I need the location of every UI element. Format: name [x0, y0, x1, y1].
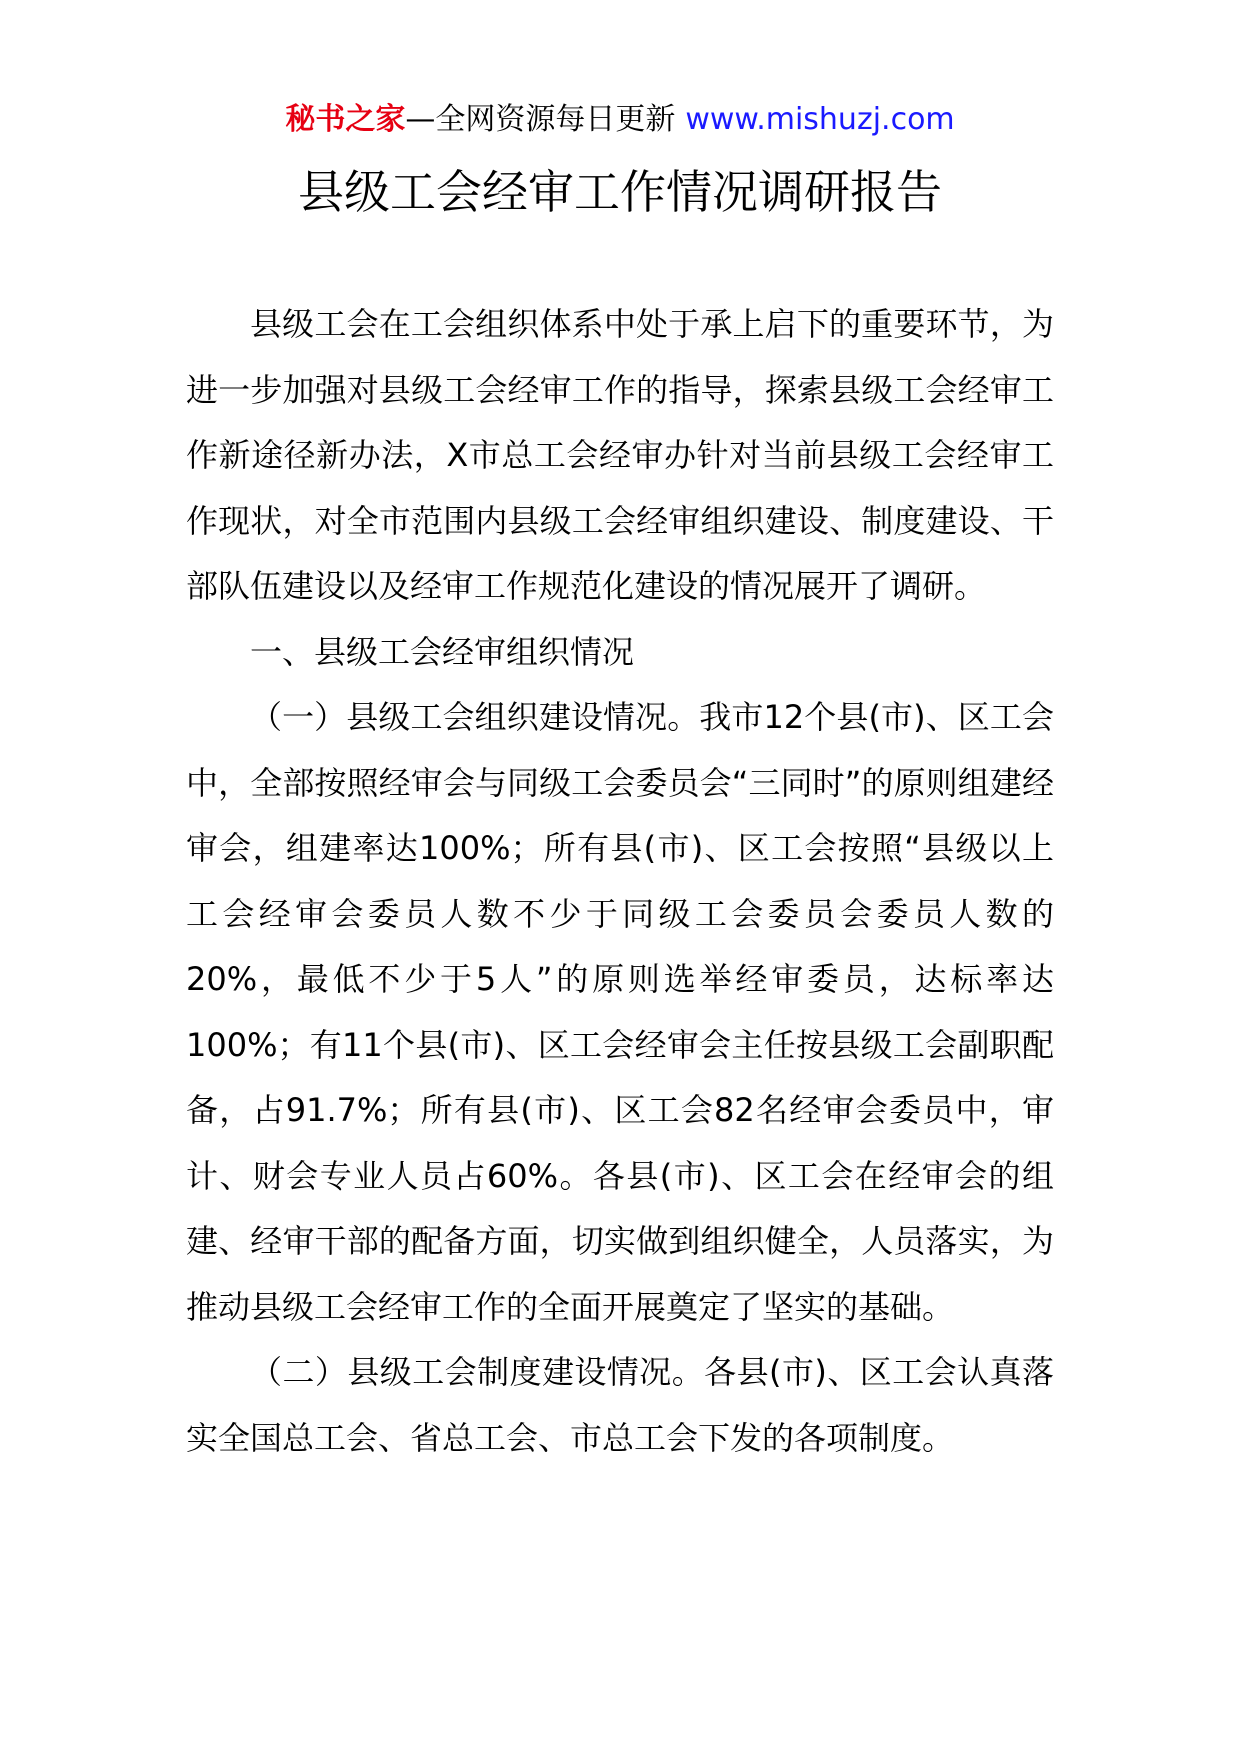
- paragraph-system-building: （二）县级工会制度建设情况。各县(市)、区工会认真落实全国总工会、省总工会、市总工会下发的各项制度。: [186, 1353, 1054, 1457]
- paragraph-organization: （一）县级工会组织建设情况。我市12个县(市)、区工会中，全部按照经审会与同级工会委员会“三同时”的原则组建经审会，组建率达100%；所有县(市)、区工会按照“县级以上工会经审会委员人数不少于同级工会委员会委员人数的20%，最低不少于5人”的原则选举经审委员，达标率达100%；有11个县(市)、区工会经审会主任按县级工会副职配备，占91.7%；所有县(市)、区工会82名经审会委员中，审计、财会专业人员占60%。各县(市)、区工会在经审会的组建、经审干部的配备方面，切实做到组织健全，人员落实，为推动县级工会经审工作的全面开展奠定了坚实的基础。: [186, 698, 1054, 1326]
- document-body: [186, 292, 1054, 1471]
- brand-name: 秘书之家: [285, 102, 406, 137]
- brand-tagline: —全网资源每日更新: [405, 102, 676, 137]
- paragraph-intro: 县级工会在工会组织体系中处于承上启下的重要环节，为进一步加强对县级工会经审工作的指导，探索县级工会经审工作新途径新办法，X市总工会经审办针对当前县级工会经审工作现状，对全市范围内县级工会经审组织建设、制度建设、干部队伍建设以及经审工作规范化建设的情况展开了调研。: [186, 305, 1054, 605]
- document-title: 县级工会经审工作情况调研报告: [298, 165, 942, 219]
- site-url-link[interactable]: www.mishuzj.com: [685, 102, 955, 137]
- section-heading-1: 一、县级工会经审组织情况: [250, 632, 635, 671]
- site-watermark-header: [0, 100, 1240, 140]
